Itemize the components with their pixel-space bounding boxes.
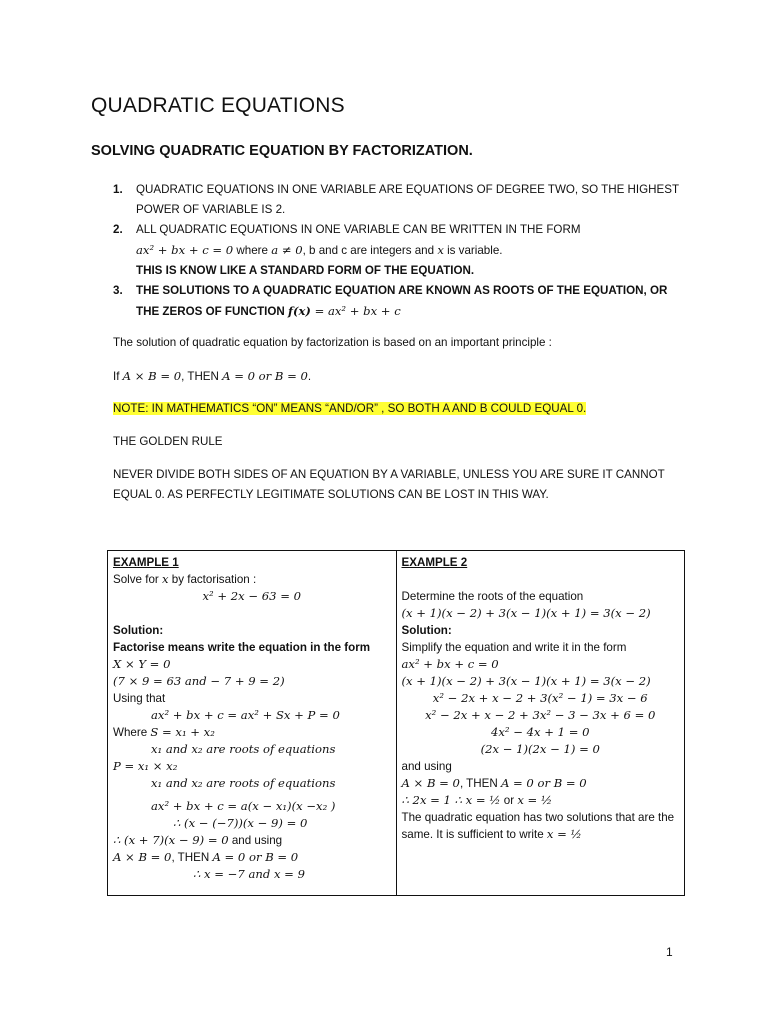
example-2-step: 4x² − 4x + 1 = 0 xyxy=(491,725,590,739)
rule-math: A = 0 or B = 0 xyxy=(222,369,308,383)
example-1-cell xyxy=(108,551,397,896)
example-2-and-using: and using xyxy=(401,760,452,773)
function-equation: = ax² + bx + c xyxy=(310,304,401,318)
example-2-title: EXAMPLE 2 xyxy=(401,556,468,569)
example-1-form: X × Y = 0 xyxy=(113,657,171,671)
example-1-therefore: ∴ (x + 7)(x − 9) = 0 and using xyxy=(113,833,283,847)
standard-form-equation: ax² + bx + c = 0 xyxy=(136,243,234,257)
list-item xyxy=(113,180,683,220)
example-1-intro: Solve for x by factorisation : xyxy=(113,572,257,586)
example-1-answer: ∴ x = −7 and x = 9 xyxy=(193,867,305,881)
standard-form-note: THIS IS KNOW LIKE A STANDARD FORM OF THE EQUATION. xyxy=(136,264,475,277)
example-2-step: x² − 2x + x − 2 + 3x² − 3 − 3x + 6 = 0 xyxy=(425,708,656,722)
example-2-solution-label: Solution: xyxy=(401,624,452,637)
principle-text: The solution of quadratic equation by factorization is based on an important principle : xyxy=(113,336,552,349)
example-2-intro: Determine the roots of the equation xyxy=(401,590,584,603)
example-1-factored: ax² + bx + c = a(x − x₁)(x −x₂ ) xyxy=(151,799,336,813)
example-2-step: (2x − 1)(2x − 1) = 0 xyxy=(480,742,600,756)
rule-text: , THEN xyxy=(181,370,223,383)
list-number: 2. xyxy=(113,223,123,236)
example-2-step: x² − 2x + x − 2 + 3(x² − 1) = 3x − 6 xyxy=(432,691,648,705)
list-item-text: QUADRATIC EQUATIONS IN ONE VARIABLE ARE EQUATIONS OF DEGREE TWO, SO THE HIGHEST POWER OF VARIABLE IS 2. xyxy=(136,183,679,216)
example-1-numbers: (7 × 9 = 63 and − 7 + 9 = 2) xyxy=(113,674,285,688)
example-1-p-definition: P = x₁ × x₂ xyxy=(113,759,178,773)
highlighted-note: NOTE: IN MATHEMATICS “ON” MEANS “AND/OR” , SO BOTH A AND B COULD EQUAL 0. xyxy=(113,402,587,415)
example-1-equation: x² + 2x − 63 = 0 xyxy=(202,589,301,603)
example-2-step: (x + 1)(x − 2) + 3(x − 1)(x + 1) = 3(x − 2) xyxy=(401,674,651,688)
example-1-s-definition: Where S = x₁ + x₂ xyxy=(113,725,215,739)
definitions-list xyxy=(113,180,683,322)
example-2-result: ∴ 2x = 1 ∴ x = ½ or x = ½ xyxy=(401,793,553,807)
list-item-text: is variable. xyxy=(443,244,503,257)
rule-text: . xyxy=(307,370,312,383)
example-1-title: EXAMPLE 1 xyxy=(113,556,179,569)
list-number: 3. xyxy=(113,284,123,297)
function-math: f(x) xyxy=(288,304,311,318)
golden-rule-text: NEVER DIVIDE BOTH SIDES OF AN EQUATION BY A VARIABLE, UNLESS YOU ARE SURE IT CANNOT EQUAL 0. AS PERFECTLY LEGITIMATE SOLUTIONS CAN BE LOST IN THIS WAY. xyxy=(113,468,665,501)
note-line xyxy=(113,399,683,419)
list-number: 1. xyxy=(113,183,123,196)
variable-math: x xyxy=(437,243,444,257)
example-2-conclusion: The quadratic equation has two solutions that are the same. It is sufficient to write x = ½ xyxy=(401,811,675,841)
page-number: 1 xyxy=(666,945,673,959)
list-item-text: ALL QUADRATIC EQUATIONS IN ONE VARIABLE CAN BE WRITTEN IN THE FORM xyxy=(136,223,581,236)
example-2-form: ax² + bx + c = 0 xyxy=(401,657,499,671)
rule-math: A × B = 0 xyxy=(122,369,182,383)
example-2-cell xyxy=(396,551,685,896)
example-1-identity: ax² + bx + c = ax² + Sx + P = 0 xyxy=(151,708,340,722)
example-1-roots-note: x₁ and x₂ are roots of equations xyxy=(151,742,336,756)
principle-rule xyxy=(113,366,683,387)
list-item-text: where xyxy=(233,244,272,257)
example-2-equation: (x + 1)(x − 2) + 3(x − 1)(x + 1) = 3(x − 2) xyxy=(401,606,651,620)
example-1-rule: A × B = 0, THEN A = 0 or B = 0 xyxy=(113,850,299,864)
section-heading: SOLVING QUADRATIC EQUATION BY FACTORIZATION. xyxy=(91,143,473,159)
example-2-rule: A × B = 0, THEN A = 0 or B = 0 xyxy=(401,776,587,790)
list-item-text: THE SOLUTIONS TO A QUADRATIC EQUATION ARE KNOWN AS ROOTS OF THE EQUATION, OR THE ZEROS OF FUNCTION xyxy=(136,284,668,318)
rule-text: If xyxy=(113,370,123,383)
example-2-simplify-text: Simplify the equation and write it in the form xyxy=(401,641,627,654)
example-1-solution-label: Solution: xyxy=(113,624,164,637)
example-1-therefore: ∴ (x − (−7))(x − 9) = 0 xyxy=(173,816,308,830)
condition-math: a ≠ 0 xyxy=(271,243,303,257)
document-title: QUADRATIC EQUATIONS xyxy=(91,94,345,117)
examples-table xyxy=(107,550,685,896)
list-item-text: , b and c are integers and xyxy=(302,244,438,257)
list-item xyxy=(113,220,683,281)
list-item xyxy=(113,281,683,322)
example-1-using: Using that xyxy=(113,692,166,705)
golden-rule-title: THE GOLDEN RULE xyxy=(113,435,223,448)
example-1-roots-note: x₁ and x₂ are roots of equations xyxy=(151,776,336,790)
example-1-factorise-text: Factorise means write the equation in the form xyxy=(113,641,371,654)
